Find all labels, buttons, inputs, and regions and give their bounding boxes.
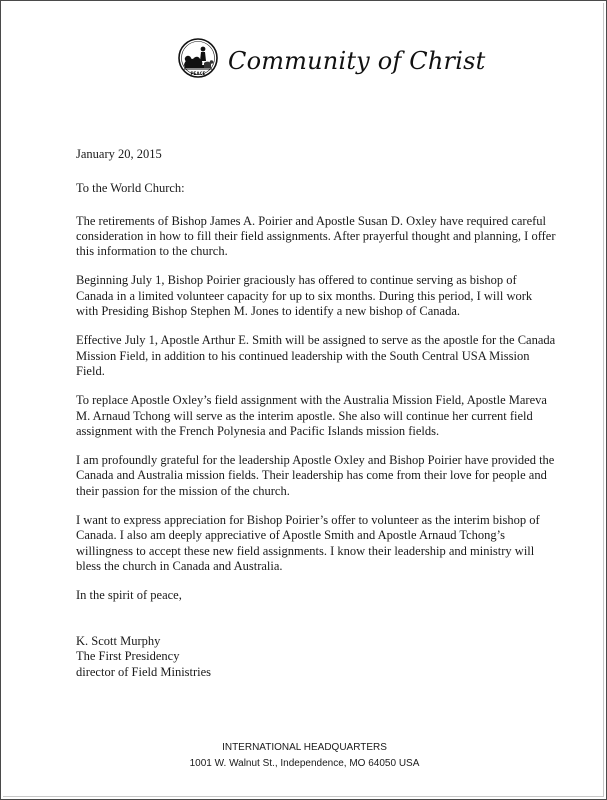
signature-title: director of Field Ministries (76, 664, 212, 679)
letter-date: January 20, 2015 (76, 147, 162, 161)
signature-name: K. Scott Murphy (76, 633, 161, 648)
letter-body (76, 147, 556, 680)
letter-paragraph: I am profoundly grateful for the leadership Apostle Oxley and Bishop Poirier have provided the Canada and Australia mission fields. Their leadership has come from their love for people and their passion for the mission of the church. (76, 453, 555, 498)
seal-text: PEACE (190, 71, 206, 77)
letter-paragraph: The retirements of Bishop James A. Poirier and Apostle Susan D. Oxley have required careful consideration in how to fill their field assignments. After prayerful thought and planning, I offer this information to the church. (76, 213, 556, 259)
letter-paragraph: Beginning July 1, Bishop Poirier graciously has offered to continue serving as bishop of Canada in a limited volunteer capacity for up to six months. During this period, I will work with Presiding Bishop Stephen M. Jones to identify a new bishop of Canada. (76, 273, 533, 319)
organization-name: Community of Christ (228, 47, 486, 75)
letter-salutation: To the World Church: (76, 181, 185, 196)
letter-paragraph: Effective July 1, Apostle Arthur E. Smith will be assigned to serve as the apostle for the Canada Mission Field, in addition to his continued leadership with the South Central USA Mission Field. (76, 333, 556, 378)
letter-footer (1, 740, 607, 772)
footer-address: 1001 W. Walnut St., Independence, MO 64050 USA (189, 758, 420, 769)
signature-office: The First Presidency (76, 649, 180, 664)
community-of-christ-seal-icon (176, 37, 220, 83)
letter-paragraph: To replace Apostle Oxley’s field assignment with the Australia Mission Field, Apostle Mareva M. Arnaud Tchong will serve as the interim apostle. She also will continue her current field assignment with the French Polynesia and Pacific Islands mission fields. (76, 393, 547, 438)
letterhead (176, 35, 485, 85)
footer-headquarters: INTERNATIONAL HEADQUARTERS (222, 742, 387, 753)
letter-closing: In the spirit of peace, (76, 588, 182, 603)
letter-paragraph: I want to express appreciation for Bishop Poirier’s offer to volunteer as the interim bishop of Canada. I also am deeply appreciative of Apostle Smith and Apostle Arnaud Tchong’s willingness to accept these new field assignments. I know their leadership and ministry will bless the church in Canada and Australia. (76, 513, 540, 573)
